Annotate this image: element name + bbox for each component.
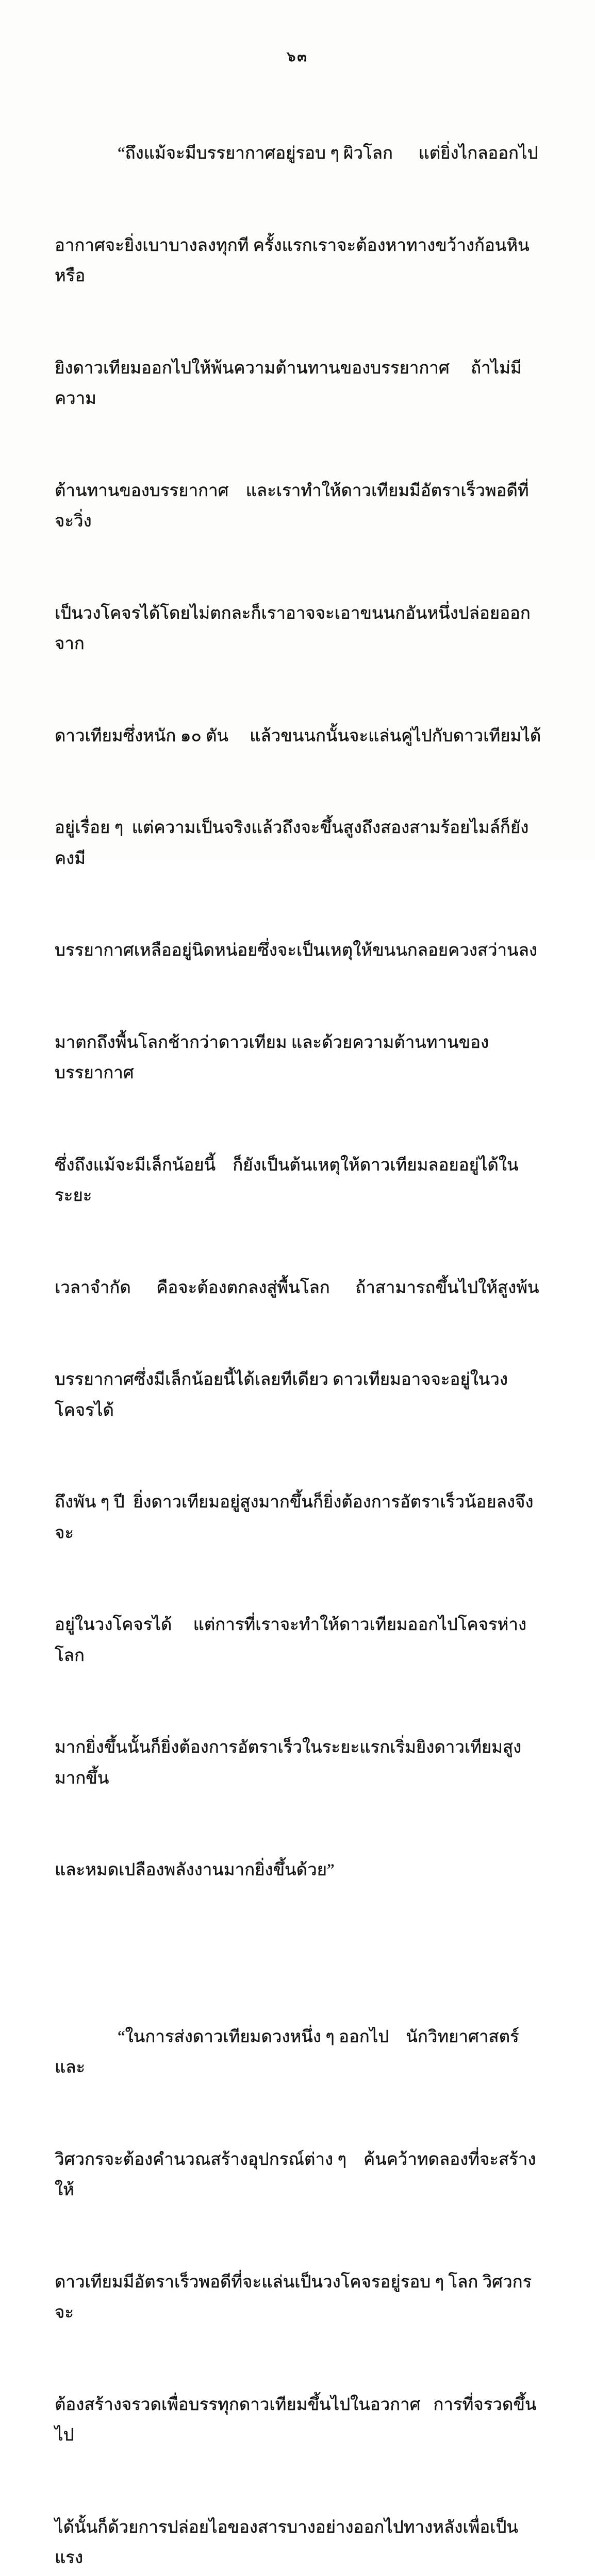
text-line: เวลาจำกัด คือจะต้องตกลงสู่พื้นโลก ถ้าสามารถขึ้นไปให้สูงพ้น [55,1273,543,1304]
body-text [55,77,543,2576]
paragraph-2 [55,1961,543,2576]
text-line: บรรยากาศเหลืออยู่นิดหน่อยซึ่งจะเป็นเหตุให้ขนนกลอยควงสว่านลง [55,936,543,967]
text-line: “ถึงแม้จะมีบรรยากาศอยู่รอบ ๆ ผิวโลก แต่ยิ่งไกลออกไป [55,139,543,170]
text-line: บรรยากาศซึ่งมีเล็กน้อยนี้ได้เลยทีเดียว ดาวเทียมอาจจะอยู่ในวงโคจรได้ [55,1365,543,1426]
text-line: อยู่ในวงโคจรได้ แต่การที่เราจะทำให้ดาวเทียมออกไปโคจรห่างโลก [55,1610,543,1671]
text-line: วิศวกรจะต้องคำนวณสร้างอุปกรณ์ต่าง ๆ ค้นคว้าทดลองที่จะสร้างให้ [55,2145,543,2206]
text-line: ดาวเทียมมีอัตราเร็วพอดีที่จะแล่นเป็นวงโคจรอยู่รอบ ๆ โลก วิศวกรจะ [55,2267,543,2329]
text-line: และหมดเปลืองพลังงานมากยิ่งขึ้นด้วย” [55,1855,543,1886]
text-line: ได้นั้นก็ด้วยการปล่อยไอของสารบางอย่างออกไปทางหลังเพื่อเป็นแรง [55,2513,543,2574]
scanned-page [0,0,595,859]
text-line: ถึงพัน ๆ ปี ยิ่งดาวเทียมอยู่สูงมากขึ้นก็ยิ่งต้องการอัตราเร็วน้อยลงจึงจะ [55,1487,543,1549]
paragraph-1 [55,77,543,1947]
text-line: มากยิ่งขึ้นนั้นก็ยิ่งต้องการอัตราเร็วในระยะแรกเริ่มยิงดาวเทียมสูงมากขึ้น [55,1733,543,1794]
text-line: ซึ่งถึงแม้จะมีเล็กน้อยนี้ ก็ยังเป็นต้นเหตุให้ดาวเทียมลอยอยู่ได้ในระยะ [55,1150,543,1212]
text-line: ต้านทานของบรรยากาศ และเราทำให้ดาวเทียมมีอัตราเร็วพอดีที่จะวิ่ง [55,476,543,537]
text-line: มาตกถึงพื้นโลกช้ากว่าดาวเทียม และด้วยความต้านทานของบรรยากาศ [55,1028,543,1089]
text-line: “ในการส่งดาวเทียมดวงหนึ่ง ๆ ออกไป นักวิทยาศาสตร์และ [55,2022,543,2083]
text-line: อยู่เรื่อย ๆ แต่ความเป็นจริงแล้วถึงจะขึ้นสูงถึงสองสามร้อยไมล์ก็ยังคงมี [55,813,543,874]
text-line: ดาวเทียมซึ่งหนัก ๑๐ ตัน แล้วขนนกนั้นจะแล่นคู่ไปกับดาวเทียมได้ [55,721,543,752]
text-line: อากาศจะยิ่งเบาบางลงทุกที ครั้งแรกเราจะต้องหาทางขว้างก้อนหิน หรือ [55,231,543,292]
text-line: ยิงดาวเทียมออกไปให้พ้นความต้านทานของบรรยากาศ ถ้าไม่มีความ [55,353,543,415]
text-line: เป็นวงโคจรได้โดยไม่ตกละก็เราอาจจะเอาขนนกอันหนึ่งปล่อยออกจาก [55,599,543,660]
text-line: ต้องสร้างจรวดเพื่อบรรทุกดาวเทียมขึ้นไปในอวกาศ การที่จรวดขึ้นไป [55,2390,543,2451]
page-number: ๖๓ [0,45,595,67]
